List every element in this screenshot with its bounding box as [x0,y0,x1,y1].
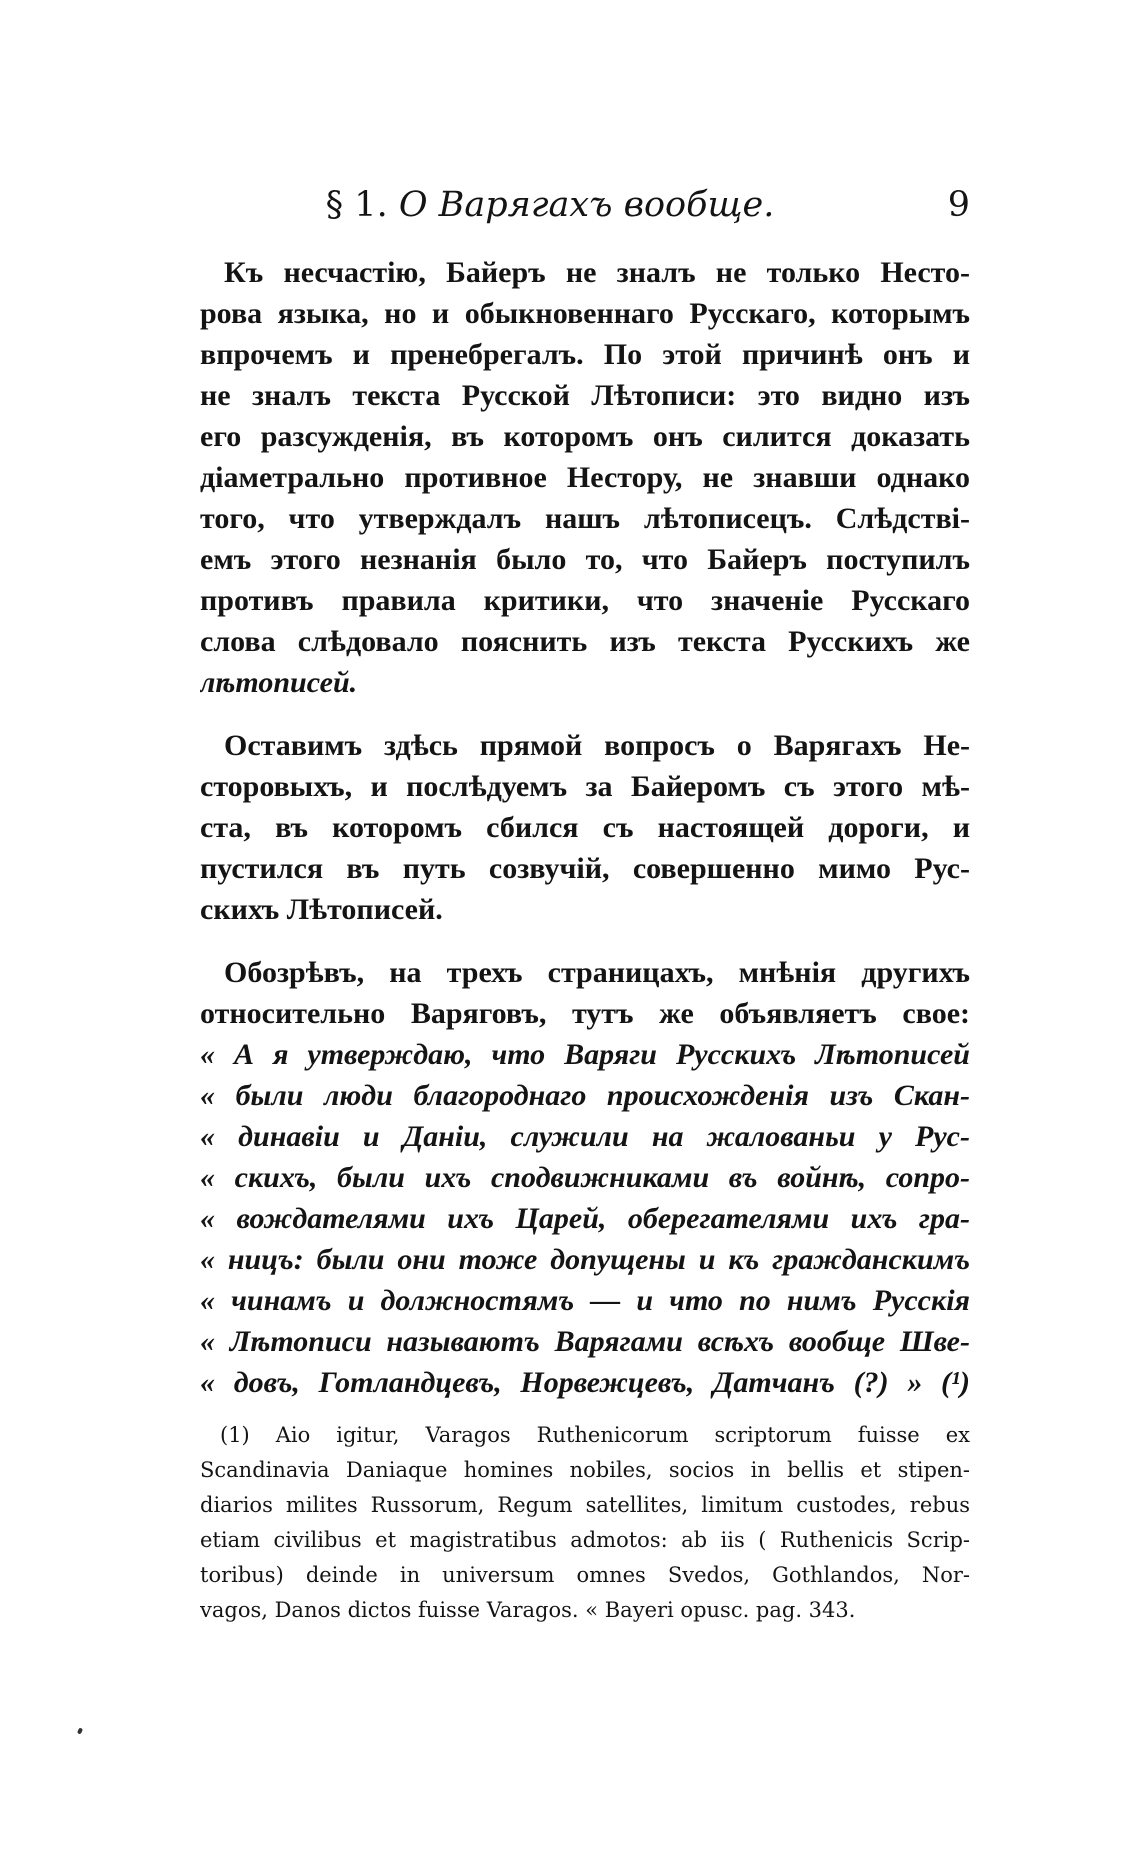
paragraph-3 [200,952,970,1403]
paragraph-2 [200,725,970,930]
footnote-line: Scandinavia Daniaque homines nobiles, socios in bellis et stipen- [200,1458,970,1482]
text-line: скихъ Лѣтописей. [200,893,443,926]
text-line: сторовыхъ, и послѣдуемъ за Байеромъ съ этого мѣ- [200,770,970,803]
quote-line: « ницъ: были они тоже допущены и къ гражданскимъ [200,1243,970,1276]
footnote-line: (1) Aio igitur, Varagos Ruthenicorum scriptorum fuisse ex [220,1423,970,1447]
quote-line: « Лѣтописи называютъ Варягами всѣхъ вообще Шве- [200,1325,970,1358]
page-number: 9 [947,185,970,225]
text-line: относительно Варяговъ, тутъ же объявляетъ свое: [200,997,970,1030]
quote-line: « вождателями ихъ Царей, оберегателями ихъ гра- [200,1202,970,1235]
footnote-line: vagos, Danos dictos fuisse Varagos. « Bayeri opusc. pag. 343. [200,1598,856,1622]
quote-line: « были люди благороднаго происхожденія изъ Скан- [200,1079,970,1112]
text-line: лѣтописей. [200,666,358,699]
footnote [200,1418,970,1628]
text-line: пустился въ путь созвучій, совершенно мимо Рус- [200,852,970,885]
text-line: того, что утверждалъ нашъ лѣтописецъ. Слѣдстві- [200,502,970,535]
quote-line: « динавіи и Даніи, служили на жалованьи у Рус- [200,1120,970,1153]
text-line: его разсужденія, въ которомъ онъ силится доказать [200,420,970,453]
chapter-heading [200,178,900,232]
text-line: Обозрѣвъ, на трехъ страницахъ, мнѣнія другихъ [224,956,970,989]
quote-line: « А я утверждаю, что Варяги Русскихъ Лѣтописей [200,1038,970,1071]
text-line: діаметрально противное Нестору, не знавши однако [200,461,970,494]
text-line: не зналъ текста Русской Лѣтописи: это видно изъ [200,379,970,412]
text-line: Къ несчастію, Байеръ не зналъ не только Несто- [224,256,970,289]
text-line: Оставимъ здѣсь прямой вопросъ о Варягахъ Не- [224,729,970,762]
paragraph-1 [200,252,970,703]
section-mark: § 1. [325,185,388,225]
text-line: противъ правила критики, что значеніе Русскаго [200,584,970,617]
text-line: емъ этого незнанія было то, что Байеръ поступилъ [200,543,970,576]
heading-title: О Варягахъ вообще. [398,185,775,225]
text-line: рова языка, но и обыкновеннаго Русскаго, которымъ [200,297,970,330]
quote-line: « довъ, Готландцевъ, Норвежцевъ, Датчанъ (?) » (¹) [200,1366,970,1399]
footnote-line: etiam civilibus et magistratibus admotos: ab iis ( Ruthenicis Scrip- [200,1528,970,1552]
text-line: слова слѣдовало пояснить изъ текста Русскихъ же [200,625,970,658]
footnote-line: toribus) deinde in universum omnes Svedos, Gothlandos, Nor- [200,1563,970,1587]
text-line: впрочемъ и пренебрегалъ. По этой причинѣ онъ и [200,338,970,371]
text-line: ста, въ которомъ сбился съ настоящей дороги, и [200,811,970,844]
quote-line: « скихъ, были ихъ сподвижниками въ войнѣ, сопро- [200,1161,970,1194]
running-head [200,178,970,232]
paper-speck [77,1727,83,1734]
quote-line: « чинамъ и должностямъ — и что по нимъ Русскія [200,1284,970,1317]
footnote-line: diarios milites Russorum, Regum satellites, limitum custodes, rebus [200,1493,970,1517]
body-text [200,252,970,1425]
